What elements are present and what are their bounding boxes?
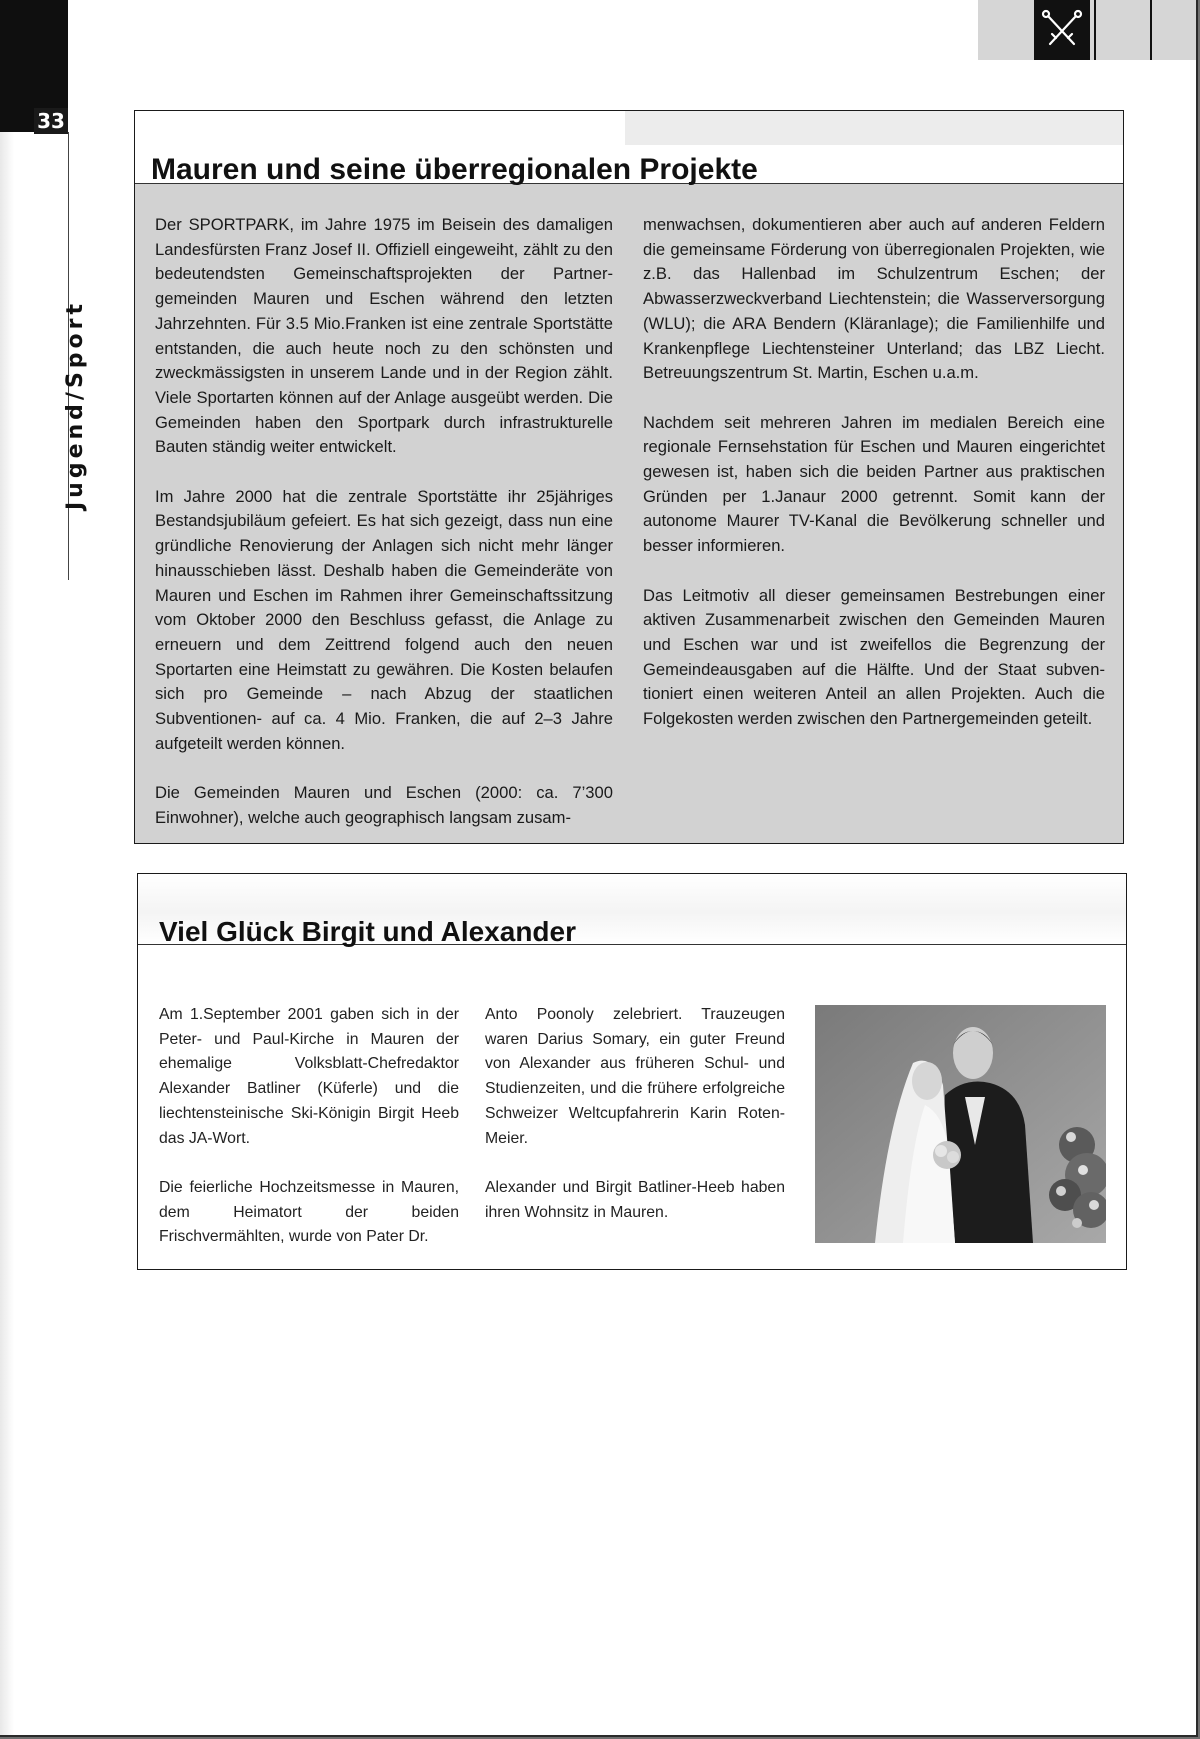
paragraph: Der SPORTPARK, im Jahre 1975 im Beisein des damaligen Landesfürsten Franz Josef II. Offiziell eingeweiht, zählt zu den bedeutendsten Gemeinschaftsprojekten der Partnergemeinden Mauren und Eschen während den letzten Jahrzehnten. Für 3.5 Mio.Franken ist eine zentrale Sportstätte entstanden, die auch heute noch zu den schönsten und zweckmässigsten in unserem Lande und in der Region zählt. Viele Sportarten können auf der Anlage ausgeübt werden. Die Gemeinden haben den Sportpark durch infrastrukturelle Bauten ständig weiter entwickelt. [155, 215, 613, 457]
top-right-tab [978, 0, 1198, 60]
paragraph: menwachsen, dokumentieren aber auch auf anderen Feldern die gemeinsame Förderung von überregionalen Projekten, wie z.B. das Hallenbad im Schulzentrum Eschen; der Abwasserzweckverband Liechtenstein; die Wasserversorgung (WLU); die ARA Bendern (Kläranlage); die Familienhilfe und Krankenpflege Liechtensteiner Unterland; das LBZ Liecht. Betreuungszentrum St. Martin, Eschen u.a.m. [643, 215, 1105, 383]
paragraph: Alexander und Birgit Batliner-Heeb haben ihren Wohnsitz in Mauren. [485, 1178, 785, 1221]
article-column-left [159, 1003, 459, 1275]
page-number: 33 [34, 108, 68, 134]
article-column-right [643, 213, 1105, 756]
section-label: Jugend/Sport [63, 299, 88, 510]
paragraph: Die feierliche Hochzeitsmesse in Mauren, dem Heimatort der beiden Frischvermählten, wurde von Pater Dr. [159, 1178, 459, 1246]
paragraph: Am 1.September 2001 gaben sich in der Peter- und Paul-Kirche in Mauren der ehemalige Volksblatt-Chefredaktor Alexander Batliner (Küferle) und die liechtensteinische Ski-Königin Birgit Heeb das JA-Wort. [159, 1006, 459, 1147]
paragraph: Die Gemeinden Mauren und Eschen (2000: ca. 7’300 Einwohner), welche auch geographisch langsam zusam- [155, 783, 613, 827]
title-band-texture [625, 111, 1123, 145]
wedding-photo [815, 1005, 1106, 1243]
paragraph: Im Jahre 2000 hat die zentrale Sportstätte ihr 25jähriges Bestandsjubiläum gefeiert. Es hat sich gezeigt, dass nun eine gründliche Renovierung der Anlagen sich nicht mehr länger hinausschieben lässt. Deshalb haben die Gemeinderäte von Mauren und Eschen im Rahmen ihrer Gemeinschaftssitzung vom Oktober 2000 den Beschluss gefasst, die Anlage zu erneuern und dem Zeittrend folgend auch den neuen Sportarten eine Heimstatt zu gewähren. Die Kosten belaufen sich pro Gemeinde – nach Abzug der staatlichen Subventionen- auf ca. 4 Mio. Franken, die auf 2–3 Jahre aufgeteilt werden können. [155, 486, 613, 753]
article-column-middle [485, 1003, 785, 1250]
paragraph: Das Leitmotiv all dieser gemeinsamen Bestrebungen einer aktiven Zusammenarbeit zwischen den Gemeinden Mauren und Eschen war und ist zweifellos die Begrenzung der Gemeindeausgaben auf die Hälfte. Und der Staat subventioniert einen weiteren Anteil an allen Projekten. Auch die Folgekosten werden zwischen den Partnergemeinden geteilt. [643, 585, 1105, 729]
tab-divider [1094, 0, 1096, 60]
paragraph: Nachdem seit mehreren Jahren im medialen Bereich eine regionale Fernsehstation für Eschen und Mauren eingerichtet gewesen ist, haben sich die beiden Partner aus praktischen Gründen per 1.Janaur 2000 getrennt. Somit kann der autonome Maurer TV-Kanal die Bevölkerung schneller und besser informieren. [643, 412, 1105, 556]
article-sportpark [134, 110, 1124, 844]
article-title: Viel Glück Birgit und Alexander [159, 916, 576, 947]
article-title: Mauren und seine überregionalen Projekte [151, 153, 758, 186]
article-wedding [137, 873, 1127, 1270]
crossed-keys-emblem-icon [1038, 6, 1086, 54]
paragraph: Anto Poonoly zelebriert. Trauzeugen waren Darius Somary, ein guter Freund von Alexander aus früheren Schul- und Studienzeiten, und die frühere erfolgreiche Schweizer Weltcupfahrerin Karin Roten-Meier. [485, 1006, 785, 1147]
article-column-left [155, 213, 613, 855]
left-margin [0, 132, 14, 1737]
tab-divider [1150, 0, 1152, 60]
